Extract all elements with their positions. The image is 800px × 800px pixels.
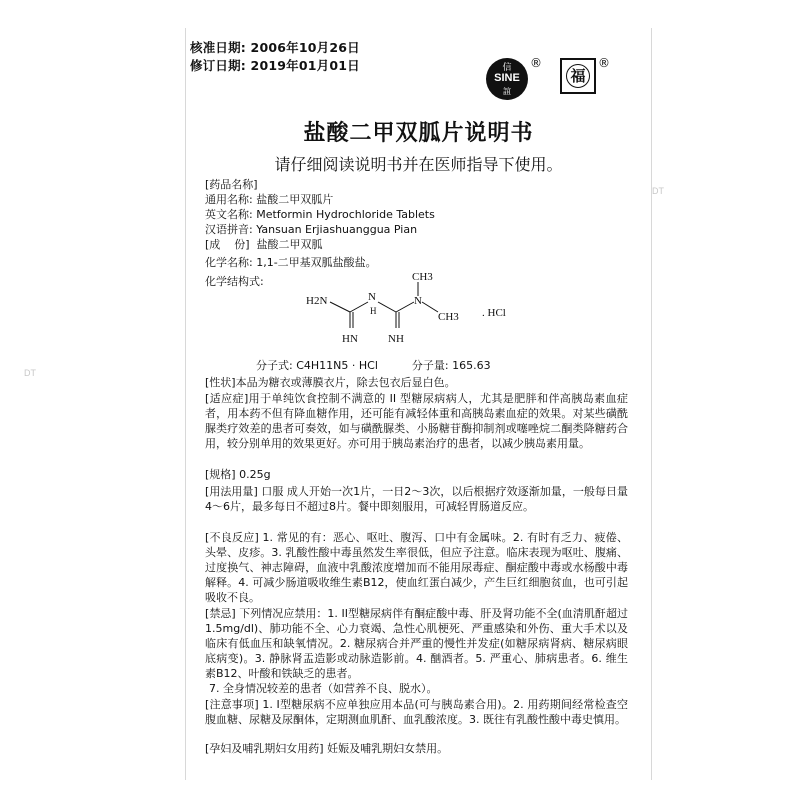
registered-mark-2: ®	[598, 56, 610, 70]
molecular-formula: 分子式: C4H11N5 · HCl	[256, 359, 378, 372]
formula-n1: N	[368, 291, 376, 303]
section-specification: [规格] 0.25g	[205, 468, 271, 481]
sine-logo	[486, 58, 528, 100]
formula-ch3-right: CH3	[438, 311, 459, 323]
generic-name: 通用名称: 盐酸二甲双胍片	[205, 193, 334, 206]
watermark-right: DT	[652, 186, 664, 196]
sine-logo-bottom: 誼	[503, 87, 511, 96]
section-dosage: [用法用量] 口服 成人开始一次1片，一日2～3次，以后根据疗效逐渐加量，一般每日量4～6片，最多每日不超过8片。餐中即刻服用，可减轻胃肠道反应。	[205, 485, 628, 513]
section-pregnancy: [孕妇及哺乳期妇女用药] 妊娠及哺乳期妇女禁用。	[205, 742, 449, 755]
molecular-weight: 分子量: 165.63	[411, 359, 491, 372]
watermark-left: DT	[24, 368, 36, 378]
formula-ch3-top: CH3	[412, 271, 433, 283]
drug-name-heading: [药品名称]	[205, 178, 258, 191]
section-contraindications-7: 7. 全身情况较差的患者（如营养不良、脱水）。	[209, 682, 438, 695]
document-subtitle: 请仔细阅读说明书并在医师指导下使用。	[274, 155, 563, 174]
section-properties: [性状]本品为糖衣或薄膜衣片，除去包衣后显白色。	[205, 376, 456, 389]
sine-logo-top: 信	[502, 63, 512, 73]
seal-logo-char: 福	[570, 67, 586, 85]
seal-logo	[560, 58, 596, 94]
english-name: 英文名称: Metformin Hydrochloride Tablets	[205, 208, 435, 221]
approval-date: 核准日期: 2006年10月26日	[190, 40, 360, 55]
formula-hcl: . HCl	[482, 307, 506, 319]
formula-h1: H	[370, 306, 377, 316]
molecular-info	[256, 357, 491, 373]
section-precautions: [注意事项] 1. I型糖尿病不应单独应用本品(可与胰岛素合用)。2. 用药期间经常检查空腹血糖、尿糖及尿酮体，定期测血肌酐、血乳酸浓度。3. 既往有乳酸性酸中毒史慎用。	[205, 698, 628, 726]
sine-logo-text: SINE	[494, 72, 520, 84]
formula-hn: HN	[342, 333, 358, 345]
ingredients: [成 份] 盐酸二甲双胍	[205, 238, 323, 251]
section-indications: [适应症]用于单纯饮食控制不满意的 II 型糖尿病病人，尤其是肥胖和伴高胰岛素血症者，用本药不但有降血糖作用，还可能有减轻体重和高胰岛素血症的效果。对某些磺酰脲类疗效差的患者可奏效，如与磺酰脲类、小肠糖苷酶抑制剂或噻唑烷二酮类降糖药合用，较分别单用的效果更好。亦可用于胰岛素治疗的患者，以减少胰岛素用量。	[205, 392, 628, 450]
structural-formula	[300, 270, 540, 350]
formula-h2n: H2N	[306, 295, 328, 307]
section-adverse-reactions: [不良反应] 1. 常见的有：恶心、呕吐、腹泻、口中有金属味。2. 有时有乏力、疲倦、头晕、皮疹。3. 乳酸性酸中毒虽然发生率很低，但应予注意。临床表现为呕吐、腹痛、过度换气、神志障碍，血液中乳酸浓度增加而不能用尿毒症、酮症酸中毒或水杨酸中毒解释。4. 可减少肠道吸收维生素B12，使血红蛋白减少，产生巨红细胞贫血，也可引起吸收不良。	[205, 531, 628, 604]
pinyin-name: 汉语拼音: Yansuan Erjiashuanggua Pian	[205, 223, 418, 236]
formula-nh: NH	[388, 333, 404, 345]
section-contraindications: [禁忌] 下列情况应禁用：1. II型糖尿病伴有酮症酸中毒、肝及肾功能不全(血清肌酐超过1.5mg/dl)、肺功能不全、心力衰竭、急性心肌梗死、严重感染和外伤、重大手术以及临床有低血压和缺氧情况。2. 糖尿病合并严重的慢性并发症(如糖尿病肾病、糖尿病眼底病变)。3. 静脉肾盂造影或动脉造影前。4. 酗酒者。5. 严重心、肺病患者。6. 维生素B12、叶酸和铁缺乏的患者。	[205, 607, 628, 680]
registered-mark: ®	[530, 56, 542, 70]
chemical-name: 化学名称: 1,1-二甲基双胍盐酸盐。	[205, 256, 377, 269]
document-title: 盐酸二甲双胍片说明书	[303, 121, 534, 146]
structure-label: 化学结构式:	[205, 275, 264, 288]
revision-date: 修订日期: 2019年01月01日	[190, 58, 360, 73]
formula-n2: N	[414, 295, 422, 307]
